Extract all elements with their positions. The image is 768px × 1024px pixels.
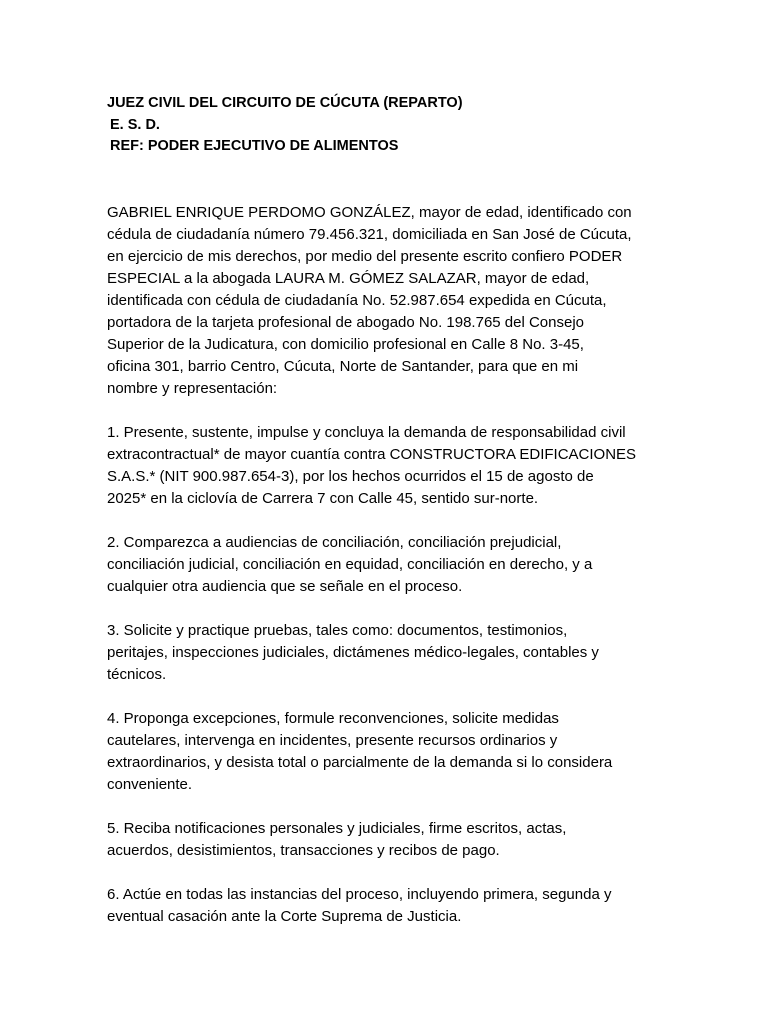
paragraph-line: técnicos.: [107, 666, 167, 683]
paragraph-line: portadora de la tarjeta profesional de abogado No. 198.765 del Consejo: [107, 314, 585, 331]
paragraph-line: extraordinarios, y desista total o parcialmente de la demanda si lo considera: [107, 754, 613, 771]
paragraph-line: 3. Solicite y practique pruebas, tales como: documentos, testimonios,: [107, 622, 568, 639]
paragraph-line: ESPECIAL a la abogada LAURA M. GÓMEZ SALAZAR, mayor de edad,: [107, 270, 590, 287]
paragraph-line: 6. Actúe en todas las instancias del proceso, incluyendo primera, segunda y: [107, 886, 612, 903]
esd-line: E. S. D.: [110, 116, 160, 133]
paragraph-line: identificada con cédula de ciudadanía No. 52.987.654 expedida en Cúcuta,: [107, 292, 607, 309]
paragraph-line: S.A.S.* (NIT 900.987.654-3), por los hechos ocurridos el 15 de agosto de: [107, 468, 594, 485]
clause-1-paragraph: [107, 422, 687, 510]
paragraph-line: Superior de la Judicatura, con domicilio profesional en Calle 8 No. 3-45,: [107, 336, 584, 353]
paragraph-line: nombre y representación:: [107, 380, 278, 397]
paragraph-line: 2025* en la ciclovía de Carrera 7 con Calle 45, sentido sur-norte.: [107, 490, 539, 507]
court-addressee: JUEZ CIVIL DEL CIRCUITO DE CÚCUTA (REPARTO): [107, 95, 463, 111]
paragraph-line: cédula de ciudadanía número 79.456.321, domiciliada en San José de Cúcuta,: [107, 226, 632, 243]
clause-3-paragraph: [107, 620, 687, 686]
paragraph-line: 2. Comparezca a audiencias de conciliación, conciliación prejudicial,: [107, 534, 562, 551]
paragraph-line: conveniente.: [107, 776, 193, 793]
paragraph-line: cautelares, intervenga en incidentes, presente recursos ordinarios y: [107, 732, 558, 749]
paragraph-line: oficina 301, barrio Centro, Cúcuta, Norte de Santander, para que en mi: [107, 358, 579, 375]
paragraph-line: 5. Reciba notificaciones personales y judiciales, firme escritos, actas,: [107, 820, 567, 837]
paragraph-line: acuerdos, desistimientos, transacciones y recibos de pago.: [107, 842, 500, 859]
paragraph-line: GABRIEL ENRIQUE PERDOMO GONZÁLEZ, mayor de edad, identificado con: [107, 204, 632, 221]
paragraph-line: 1. Presente, sustente, impulse y concluya la demanda de responsabilidad civil: [107, 424, 626, 441]
paragraph-line: extracontractual* de mayor cuantía contra CONSTRUCTORA EDIFICACIONES: [107, 446, 637, 463]
paragraph-line: conciliación judicial, conciliación en equidad, conciliación en derecho, y a: [107, 556, 593, 573]
reference-line: REF: PODER EJECUTIVO DE ALIMENTOS: [110, 138, 399, 154]
clause-6-paragraph: [107, 884, 687, 928]
document-header: [107, 93, 667, 158]
clause-4-paragraph: [107, 708, 687, 796]
paragraph-line: peritajes, inspecciones judiciales, dictámenes médico-legales, contables y: [107, 644, 599, 661]
paragraph-line: cualquier otra audiencia que se señale en el proceso.: [107, 578, 463, 595]
intro-paragraph: [107, 202, 687, 400]
clause-2-paragraph: [107, 532, 687, 598]
paragraph-line: eventual casación ante la Corte Suprema de Justicia.: [107, 908, 462, 925]
paragraph-line: 4. Proponga excepciones, formule reconvenciones, solicite medidas: [107, 710, 559, 727]
document-body: [107, 202, 687, 950]
clause-5-paragraph: [107, 818, 687, 862]
paragraph-line: en ejercicio de mis derechos, por medio del presente escrito confiero PODER: [107, 248, 623, 265]
